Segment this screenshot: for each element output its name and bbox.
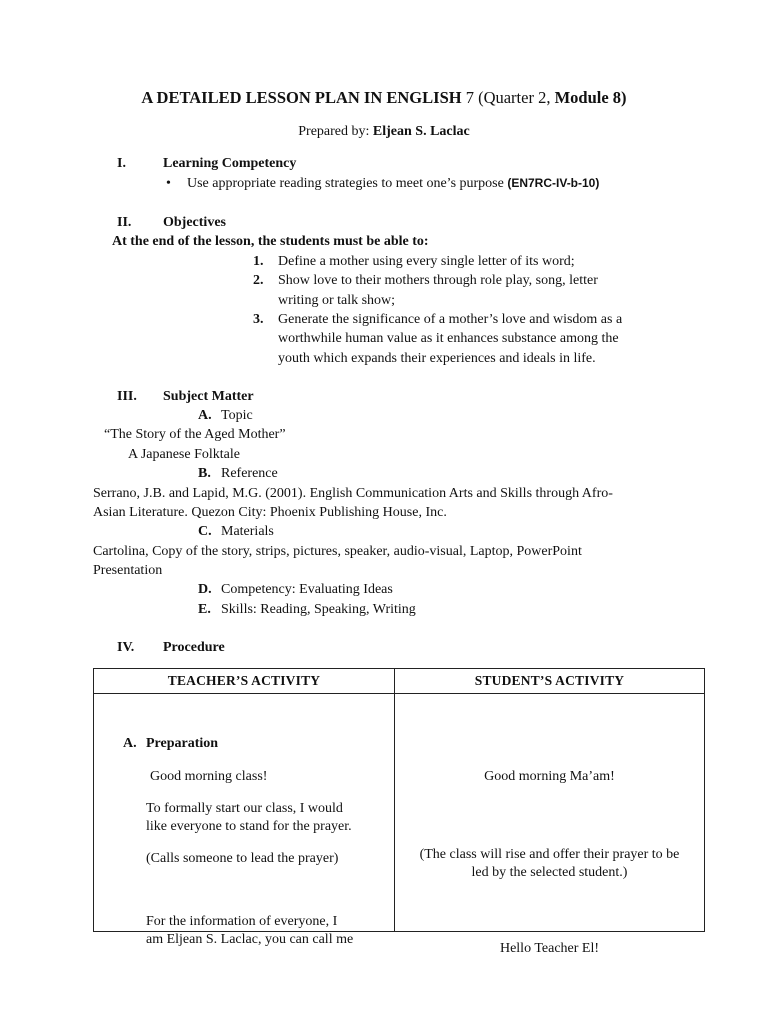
objective-item-cont: worthwhile human value as it enhances substance among the xyxy=(278,331,619,346)
reference-text: Serrano, J.B. and Lapid, M.G. (2001). English Communication Arts and Skills through Afro- xyxy=(93,486,613,501)
teacher-calls-prayer: (Calls someone to lead the prayer) xyxy=(146,851,339,866)
student-activity-cell xyxy=(395,694,705,956)
subsection-letter: E. xyxy=(198,602,211,617)
objective-item-cont: writing or talk show; xyxy=(278,293,396,308)
section-number-4: IV. xyxy=(117,640,135,655)
objective-item: Generate the significance of a mother’s love and wisdom as a xyxy=(278,312,623,327)
subsection-letter: C. xyxy=(198,524,212,539)
teacher-intro-line: For the information of everyone, I xyxy=(146,914,338,929)
section-title-subject-matter: Subject Matter xyxy=(163,389,254,404)
objective-item: Show love to their mothers through role play, song, letter xyxy=(278,273,598,288)
section-title-procedure: Procedure xyxy=(163,640,225,655)
student-activity-header: STUDENT’S ACTIVITY xyxy=(395,669,705,694)
table-row xyxy=(94,694,705,932)
objectives-intro: At the end of the lesson, the students must be able to: xyxy=(112,234,429,249)
teacher-activity-cell xyxy=(94,694,395,947)
preparation-title: Preparation xyxy=(146,736,219,751)
teacher-greeting: Good morning class! xyxy=(150,769,268,784)
section-number-2: II. xyxy=(117,215,132,230)
reference-text-cont: Asian Literature. Quezon City: Phoenix Publishing House, Inc. xyxy=(93,505,447,520)
document-title: A DETAILED LESSON PLAN IN ENGLISH 7 (Quarter 2, Module 8) xyxy=(141,88,627,107)
author-name: Eljean S. Laclac xyxy=(372,124,470,139)
objective-number: 1. xyxy=(253,254,264,269)
procedure-table xyxy=(93,668,705,956)
materials-text: Cartolina, Copy of the story, strips, pictures, speaker, audio-visual, Laptop, PowerPoint xyxy=(93,544,582,559)
teacher-activity-header: TEACHER’S ACTIVITY xyxy=(94,669,395,694)
section-number-3: III. xyxy=(117,389,137,404)
teacher-intro-line: am Eljean S. Laclac, you can call me xyxy=(146,932,354,947)
topic-subtitle: A Japanese Folktale xyxy=(128,447,240,462)
subsection-reference-label: Reference xyxy=(221,466,278,481)
section-title-learning-competency: Learning Competency xyxy=(163,156,297,171)
competency-code: (EN7RC-IV-b-10) xyxy=(507,176,600,190)
student-prayer-line: led by the selected student.) xyxy=(471,865,628,880)
subsection-letter: A. xyxy=(198,408,212,423)
objective-number: 2. xyxy=(253,273,264,288)
student-prayer-line: (The class will rise and offer their prayer to be xyxy=(419,847,680,862)
subsection-skills: Skills: Reading, Speaking, Writing xyxy=(221,602,416,617)
topic-title: “The Story of the Aged Mother” xyxy=(104,427,286,442)
preparation-letter: A. xyxy=(123,736,137,751)
section-number-1: I. xyxy=(117,156,126,171)
section-title-objectives: Objectives xyxy=(163,215,226,230)
objective-item: Define a mother using every single letter of its word; xyxy=(278,254,575,269)
bullet-icon: • xyxy=(166,176,171,191)
subsection-topic-label: Topic xyxy=(221,408,253,423)
student-hello: Hello Teacher El! xyxy=(499,941,600,956)
competency-bullet: • Use appropriate reading strategies to meet one’s purpose (EN7RC-IV-b-10) xyxy=(187,174,599,194)
materials-text-cont: Presentation xyxy=(93,563,163,578)
table-header-row xyxy=(94,669,705,694)
prepared-by: Prepared by: Eljean S. Laclac xyxy=(298,124,470,139)
teacher-prayer-line: like everyone to stand for the prayer. xyxy=(146,819,352,834)
subsection-materials-label: Materials xyxy=(221,524,274,539)
objective-number: 3. xyxy=(253,312,264,327)
subsection-letter: B. xyxy=(198,466,211,481)
teacher-prayer-line: To formally start our class, I would xyxy=(146,801,343,816)
student-greeting: Good morning Ma’am! xyxy=(484,769,615,784)
subsection-letter: D. xyxy=(198,582,212,597)
objective-item-cont: youth which expands their experiences and ideals in life. xyxy=(278,351,596,366)
subsection-competency: Competency: Evaluating Ideas xyxy=(221,582,393,597)
